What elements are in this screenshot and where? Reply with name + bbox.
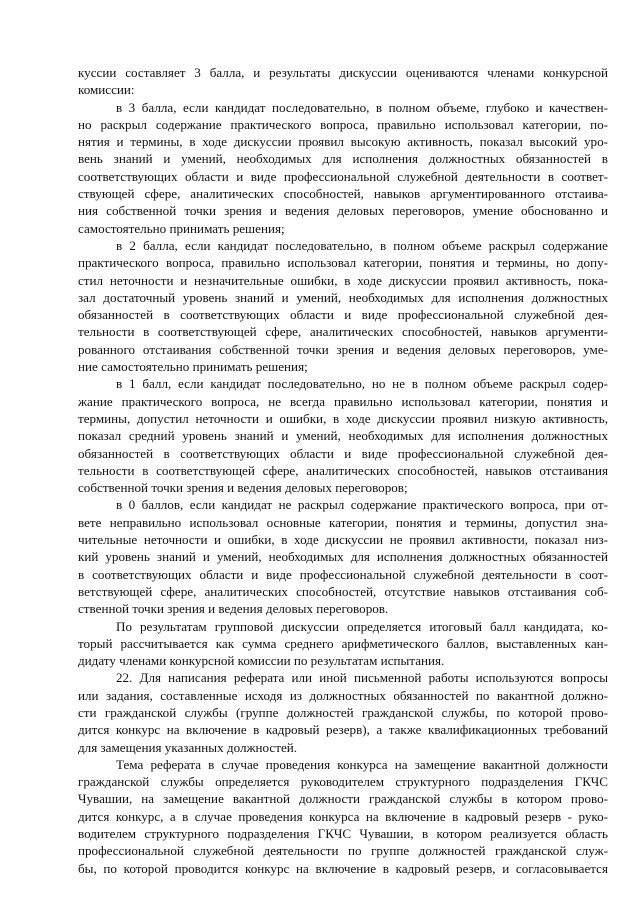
paragraph <box>78 618 608 670</box>
text-line: в 2 балла, если кандидат последовательно, в полном объеме раскрыл содержание <box>116 237 608 253</box>
text-line: профессиональной служебной деятельности по группе должностей гражданской служ- <box>78 843 608 859</box>
paragraph <box>78 375 608 496</box>
text-line: термины, допустил неточности и ошибки, в ходе дискуссии проявил низкую активность, <box>78 410 608 426</box>
text-line: жание практического вопроса, не всегда правильно использовал категории, понятия и <box>78 393 608 409</box>
text-line: ветствующей сфере, аналитических способностей, отсутствие навыков отстаивания соб- <box>78 583 608 599</box>
text-line: рованного отстаивания собственной точки зрения и ведения деловых переговоров, уме- <box>78 341 608 357</box>
text-line: вень знаний и умений, необходимых для исполнения должностных обязанностей в <box>78 151 608 167</box>
text-line: практического вопроса, правильно использовал категории, понятия и термины, но допу- <box>78 255 608 271</box>
text-line: тельности в соответствующей сфере, аналитических способностей, навыков аргументи- <box>78 324 608 340</box>
text-line: ния собственной точки зрения и ведения деловых переговоров, умение обоснованно и <box>78 203 608 219</box>
text-line: самостоятельно принимать решения; <box>78 220 285 236</box>
text-line: По результатам групповой дискуссии определяется итоговый балл кандидата, ко- <box>116 618 608 634</box>
text-line: куссии составляет 3 балла, и результаты дискуссии оцениваются членами конкурсной <box>78 65 608 80</box>
text-line: комиссии: <box>78 82 135 98</box>
text-line: в 0 баллов, если кандидат не раскрыл содержание практического вопроса, при от- <box>116 497 608 513</box>
text-line: 22. Для написания реферата или иной письменной работы используются вопросы <box>116 670 608 686</box>
paragraph <box>78 99 608 237</box>
text-line: гражданской службы определяется руководителем структурного подразделения ГКЧС <box>78 774 608 790</box>
text-line: или задания, составленные исходя из должностных обязанностей по вакантной должно- <box>78 687 608 703</box>
text-line: показал средний уровень знаний и умений, необходимых для исполнения должностных <box>78 428 608 444</box>
text-line: ствующей сфере, аналитических способностей, навыков аргументированного отстаива- <box>78 186 608 202</box>
text-line: но раскрыл содержание практического вопроса, правильно использовал категории, по- <box>78 116 608 132</box>
text-line: собственной точки зрения и ведения деловых переговоров; <box>78 480 408 496</box>
text-line: чительные неточности и ошибки, в ходе дискуссии не проявил активности, показал низ- <box>78 532 608 548</box>
text-line: Тема реферата в случае проведения конкурса на замещение вакантной должности <box>116 756 608 772</box>
text-line: дится конкурс, а в случае проведения конкурса на включение в кадровый резерв - руко- <box>78 808 608 824</box>
text-line: дится конкурс на включение в кадровый резерв), а также квалификационных требований <box>78 722 608 738</box>
paragraph <box>78 64 608 99</box>
text-line: обязанностей в соответствующих области и виде профессиональной служебной дея- <box>78 307 608 323</box>
text-line: бы, по которой проводится конкурс на включение в кадровый резерв, и согласовывается <box>78 860 608 876</box>
text-line: в 1 балл, если кандидат последовательно, но не в полном объеме раскрыл содер- <box>116 376 608 392</box>
text-line: ние самостоятельно принимать решения; <box>78 359 308 375</box>
paragraph <box>78 669 608 755</box>
text-line: тельности в соответствующей сфере, аналитических способностей, навыков отстаивания <box>78 462 608 478</box>
text-line: соответствующих области и виде профессиональной служебной деятельности в соответ- <box>78 168 608 184</box>
text-line: стил неточности и незначительные ошибки, в ходе дискуссии проявил активность, пока- <box>78 272 608 288</box>
paragraph <box>78 756 608 877</box>
text-line: для замещения указанных должностей. <box>78 739 298 755</box>
document-body <box>78 64 608 877</box>
paragraph <box>78 237 608 375</box>
text-line: зал достаточный уровень знаний и умений, необходимых для исполнения должностных <box>78 289 608 305</box>
text-line: Чувашии, на замещение вакантной должности гражданской службы в котором прово- <box>78 791 608 807</box>
text-line: вете неправильно использовал основные категории, понятия и термины, допустил зна- <box>78 514 608 530</box>
text-line: водителем структурного подразделения ГКЧС Чувашии, в котором реализуется область <box>78 826 608 842</box>
text-line: в 3 балла, если кандидат последовательно, в полном объеме, глубоко и качествен- <box>116 99 608 115</box>
text-line: сти гражданской службы (группе должностей гражданской службы, по которой прово- <box>78 704 608 720</box>
text-line: нятия и термины, в ходе дискуссии проявил высокую активность, показал высокий уро- <box>78 134 608 150</box>
text-line: торый рассчитывается как сумма среднего арифметического баллов, выставленных кан- <box>78 635 608 651</box>
text-line: обязанностей в соответствующих области и виде профессиональной служебной дея- <box>78 445 608 461</box>
text-line: в соответствующих области и виде профессиональной служебной деятельности в соот- <box>78 566 608 582</box>
text-line: кий уровень знаний и умений, необходимых для исполнения должностных обязанностей <box>78 549 608 565</box>
text-line: ственной точки зрения и ведения деловых переговоров. <box>78 601 389 617</box>
paragraph <box>78 496 608 617</box>
text-line: дидату членами конкурсной комиссии по результатам испытания. <box>78 653 445 669</box>
